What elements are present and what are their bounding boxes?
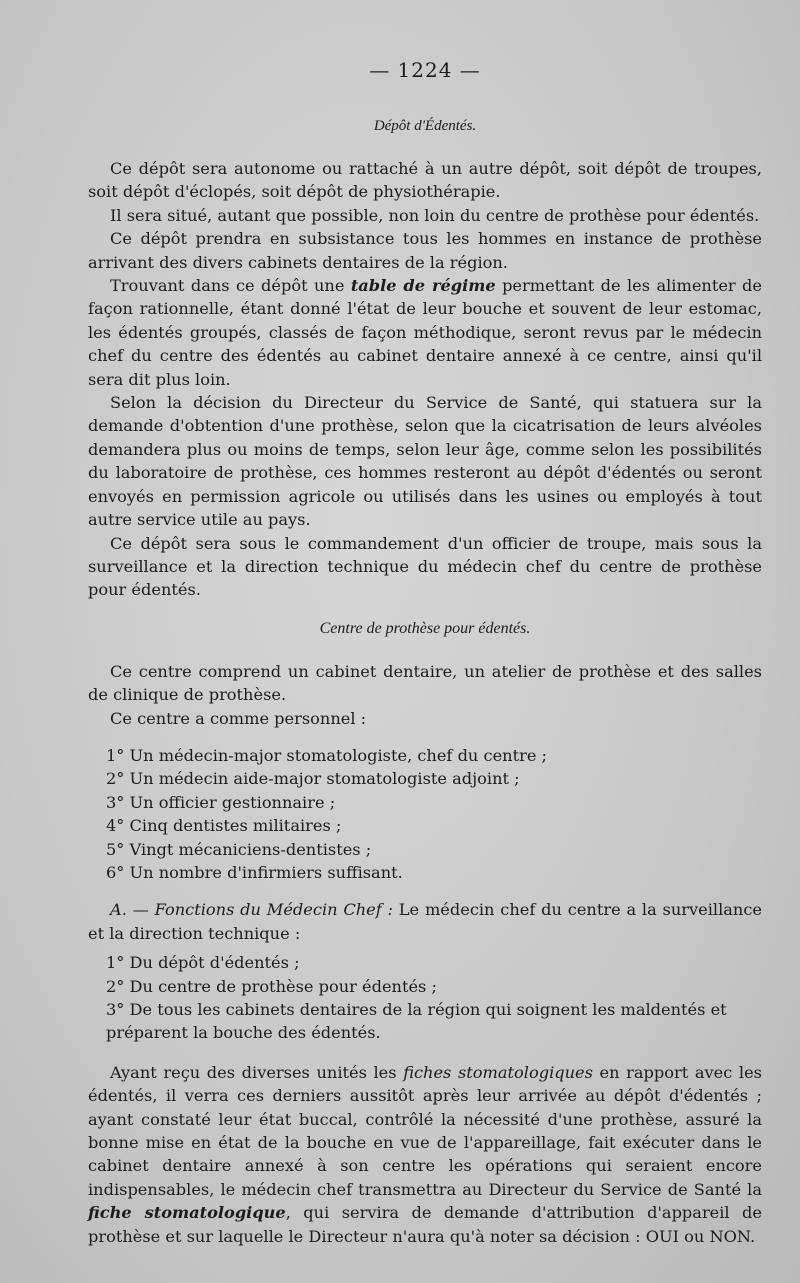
paragraph (88, 274, 762, 391)
section-heading-centre: Centre de prothèse pour édentés. (319, 619, 531, 637)
paragraph: Ce dépôt prendra en subsistance tous les hommes en instance de prothèse arrivant des divers cabinets dentaires de la région. (88, 229, 762, 272)
spacer (88, 730, 762, 744)
emphasis-text: fiche stomatologique (88, 1203, 286, 1223)
section-label: A. — Fonctions du Médecin Chef : (110, 900, 393, 920)
emphasis-text: fiches stomatologiques (403, 1062, 593, 1082)
text-run: en rapport avec les édentés, il verra ces derniers aussitôt après leur arrivée au dépôt d'édentés ; ayant constaté leur état buccal, contrôlé la nécessité d'une prothèse, assuré la bonne mise en état de la bouche en vue de l'appareillage, fait exécuter dans le cabinet dentaire annexé à son centre les opérations qui seraient encore indispensables, le médecin chef transmettra au Directeur du Service de Santé la (88, 1062, 762, 1199)
paragraph: Selon la décision du Directeur du Service de Santé, qui statuera sur la demande d'obtention d'une prothèse, selon que la cicatrisation de leurs alvéoles demandera plus ou moins de temps, selon leur âge, comme selon les possibilités du laboratoire de prothèse, ces hommes resteront au dépôt d'édentés ou seront envoyés en permission agricole ou utilisés dans les usines ou employés à tout autre service utile au pays. (88, 393, 762, 530)
spacer (88, 1045, 762, 1061)
text-run: Ayant reçu des diverses unités les (110, 1062, 404, 1082)
spacer (88, 884, 762, 898)
function-item: 3° De tous les cabinets dentaires de la région qui soignent les maldentés et préparent la bouche des édentés. (106, 1000, 727, 1043)
paragraph: Ce dépôt sera autonome ou rattaché à un autre dépôt, soit dépôt de troupes, soit dépôt d'éclopés, soit dépôt de physiothérapie. (88, 159, 762, 202)
paragraph (88, 1061, 762, 1248)
paragraph: Ce centre a comme personnel : (110, 708, 367, 728)
staff-item: 4° Cinq dentistes militaires ; (106, 816, 342, 836)
text-run: Trouvant dans ce dépôt une (110, 276, 351, 296)
text-run: permettant de les alimenter de façon rationnelle, étant donné l'état de leur bouche et souvent de leur estomac, les édentés groupés, classés de façon méthodique, seront revus par le médecin chef du centre des édentés au cabinet dentaire annexé à ce centre, ainsi qu'il sera dit plus loin. (88, 276, 762, 389)
staff-item: 3° Un officier gestionnaire ; (106, 792, 336, 812)
emphasis-text: table de régime (350, 276, 496, 296)
text-run: , qui servira de demande d'attribution d'appareil de prothèse et sur laquelle le Directeur n'aura qu'à noter sa décision : OUI ou NON. (88, 1203, 762, 1246)
staff-item: 2° Un médecin aide-major stomatologiste adjoint ; (106, 769, 520, 789)
staff-item: 1° Un médecin-major stomatologiste, chef du centre ; (106, 745, 547, 765)
staff-item: 6° Un nombre d'infirmiers suffisant. (106, 862, 403, 882)
paragraph: Ce dépôt sera sous le commandement d'un officier de troupe, mais sous la surveillance et la direction technique du médecin chef du centre de prothèse pour édentés. (88, 533, 762, 600)
staff-item: 5° Vingt mécaniciens-dentistes ; (106, 839, 372, 859)
function-item: 1° Du dépôt d'édentés ; (106, 953, 300, 973)
section-heading-depot: Dépôt d'Édentés. (373, 118, 477, 134)
paragraph: Il sera situé, autant que possible, non loin du centre de prothèse pour édentés. (110, 205, 760, 225)
function-item: 2° Du centre de prothèse pour édentés ; (106, 976, 437, 996)
page-number: — 1224 — (369, 58, 481, 82)
paragraph: Ce centre comprend un cabinet dentaire, un atelier de prothèse et des salles de clinique de prothèse. (88, 661, 762, 705)
paragraph (88, 898, 762, 945)
text-run: Le médecin chef du centre a la surveillance et la direction technique : (88, 900, 762, 943)
